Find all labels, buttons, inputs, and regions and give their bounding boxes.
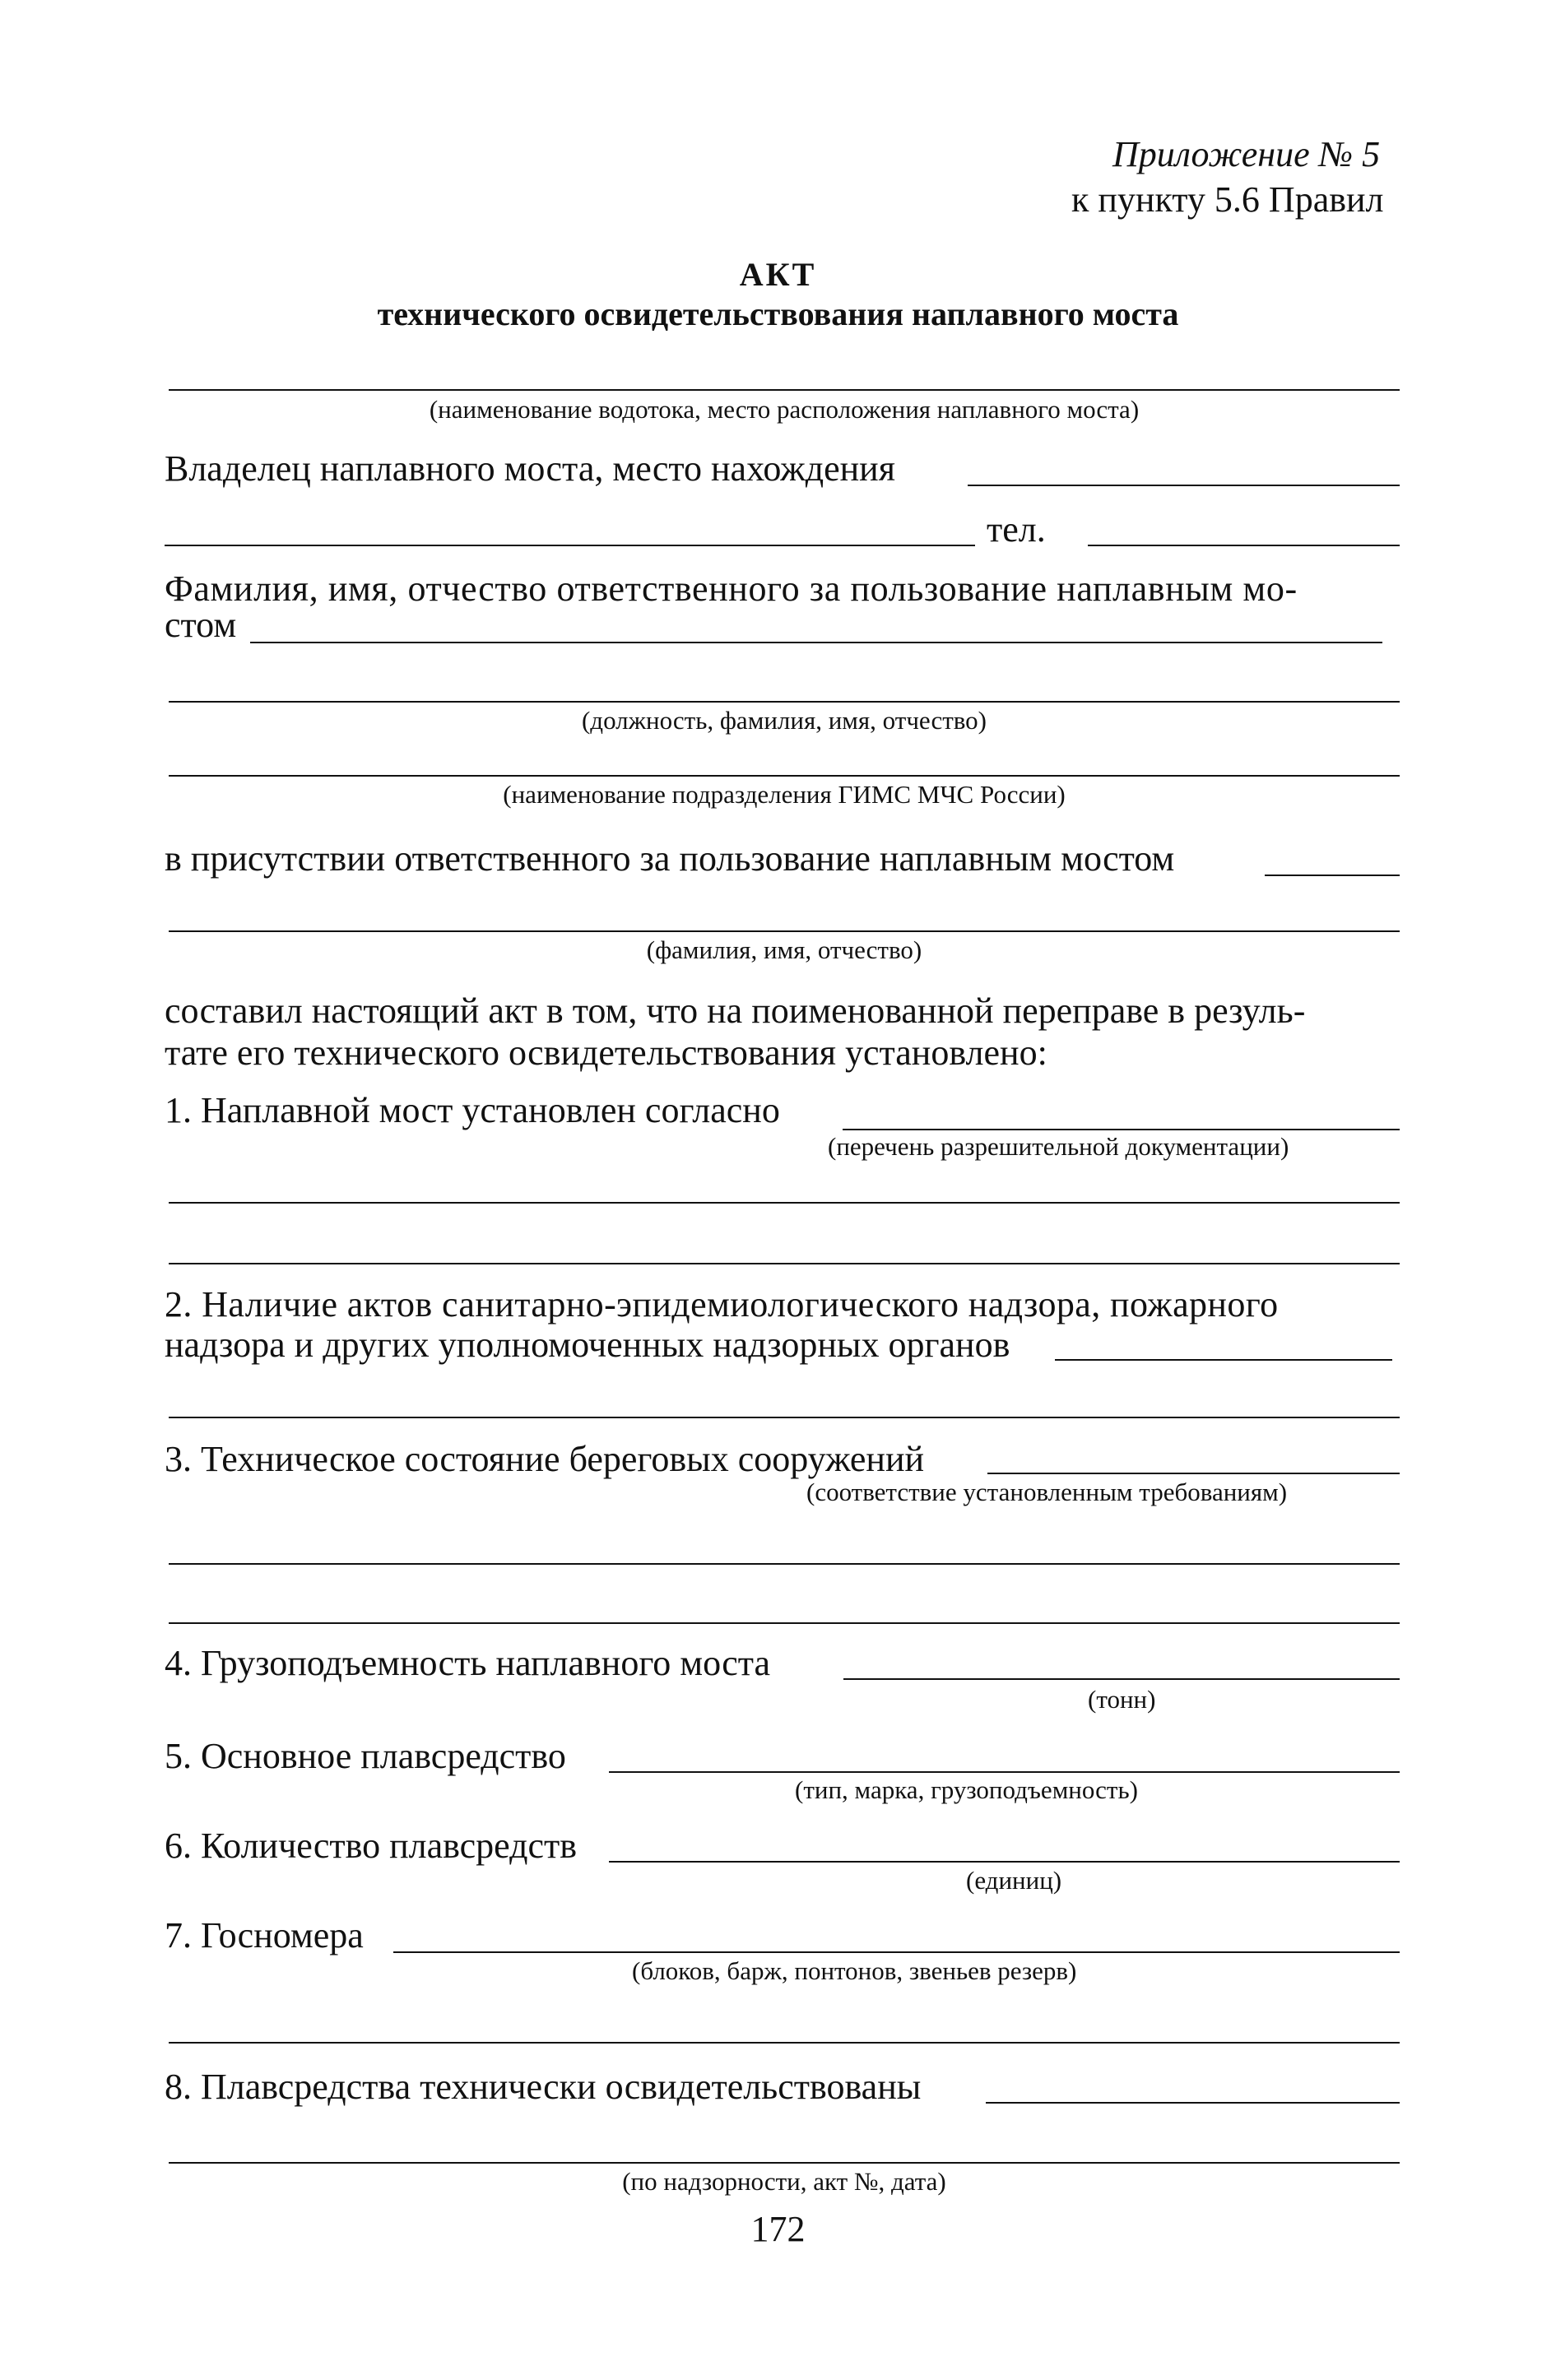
position-input-line[interactable] — [169, 701, 1400, 703]
item5-caption: (тип, марка, грузоподъемность) — [795, 1775, 1138, 1804]
item3-caption: (соответствие установленным требованиям) — [806, 1478, 1288, 1506]
presence-fio-input-line[interactable] — [169, 930, 1400, 932]
item1-extra-line-1[interactable] — [169, 1202, 1400, 1204]
item6-caption: (единиц) — [966, 1866, 1062, 1895]
gims-caption: (наименование подразделения ГИМС МЧС России) — [503, 780, 1066, 809]
document-title: АКТ — [739, 256, 817, 293]
item2-label-line2: надзора и других уполномоченных надзорных органов — [165, 1325, 1010, 1365]
page-number: 172 — [750, 2209, 806, 2249]
gims-input-line[interactable] — [169, 775, 1400, 777]
compiled-text-line2: тате его технического освидетельствования установлено: — [165, 1032, 1047, 1073]
item6-input-line[interactable] — [609, 1861, 1400, 1863]
item8-caption: (по надзорности, акт №, дата) — [622, 2167, 946, 2196]
item4-caption: (тонн) — [1088, 1685, 1156, 1714]
item6-label: 6. Количество плавсредств — [165, 1826, 578, 1866]
item5-label: 5. Основное плавсредство — [165, 1736, 566, 1776]
presence-label: в присутствии ответственного за пользование наплавным мостом — [165, 838, 1175, 879]
item7-extra-line[interactable] — [169, 2042, 1400, 2044]
item1-input-line[interactable] — [843, 1129, 1400, 1130]
item1-label: 1. Наплавной мост установлен согласно — [165, 1090, 780, 1130]
item2-extra-line[interactable] — [169, 1417, 1400, 1418]
document-subtitle: технического освидетельствования наплавного моста — [377, 295, 1179, 332]
responsible-input-line[interactable] — [250, 642, 1382, 643]
appendix-reference: к пункту 5.6 Правил — [1071, 179, 1384, 220]
owner-input-line[interactable] — [968, 485, 1400, 486]
item8-label: 8. Плавсредства технически освидетельствованы — [165, 2067, 922, 2107]
item5-input-line[interactable] — [609, 1771, 1400, 1773]
presence-input-line[interactable] — [1265, 875, 1400, 876]
item1-caption: (перечень разрешительной документации) — [828, 1132, 1289, 1161]
compiled-text-line1: составил настоящий акт в том, что на поименованной переправе в резуль- — [165, 991, 1306, 1031]
item3-extra-line-2[interactable] — [169, 1622, 1400, 1624]
item7-input-line[interactable] — [393, 1951, 1400, 1953]
tel-input-line[interactable] — [1088, 545, 1400, 546]
item7-label: 7. Госномера — [165, 1915, 364, 1955]
item3-extra-line-1[interactable] — [169, 1563, 1400, 1565]
appendix-label: Приложение № 5 — [1112, 134, 1381, 174]
owner-location-input-line[interactable] — [165, 545, 975, 546]
item2-label-line1: 2. Наличие актов санитарно-эпидемиологического надзора, пожарного — [165, 1284, 1279, 1325]
item7-caption: (блоков, барж, понтонов, звеньев резерв) — [632, 1956, 1077, 1985]
item3-input-line[interactable] — [987, 1473, 1400, 1474]
fio-caption: (фамилия, имя, отчество) — [646, 935, 922, 964]
responsible-label-line2: стом — [165, 605, 237, 645]
item2-input-line[interactable] — [1055, 1359, 1392, 1361]
item8-input-line[interactable] — [986, 2102, 1400, 2104]
tel-label: тел. — [987, 509, 1046, 550]
waterway-caption: (наименование водотока, место расположения наплавного моста) — [429, 395, 1140, 424]
position-caption: (должность, фамилия, имя, отчество) — [581, 706, 987, 735]
waterway-input-line[interactable] — [169, 389, 1400, 391]
owner-label: Владелец наплавного моста, место нахождения — [165, 448, 895, 489]
item8-extra-line[interactable] — [169, 2162, 1400, 2164]
item4-label: 4. Грузоподъемность наплавного моста — [165, 1643, 771, 1683]
item1-extra-line-2[interactable] — [169, 1263, 1400, 1264]
item3-label: 3. Техническое состояние береговых сооружений — [165, 1439, 925, 1479]
item4-input-line[interactable] — [843, 1678, 1400, 1680]
responsible-label-line1: Фамилия, имя, отчество ответственного за пользование наплавным мо- — [165, 568, 1298, 609]
